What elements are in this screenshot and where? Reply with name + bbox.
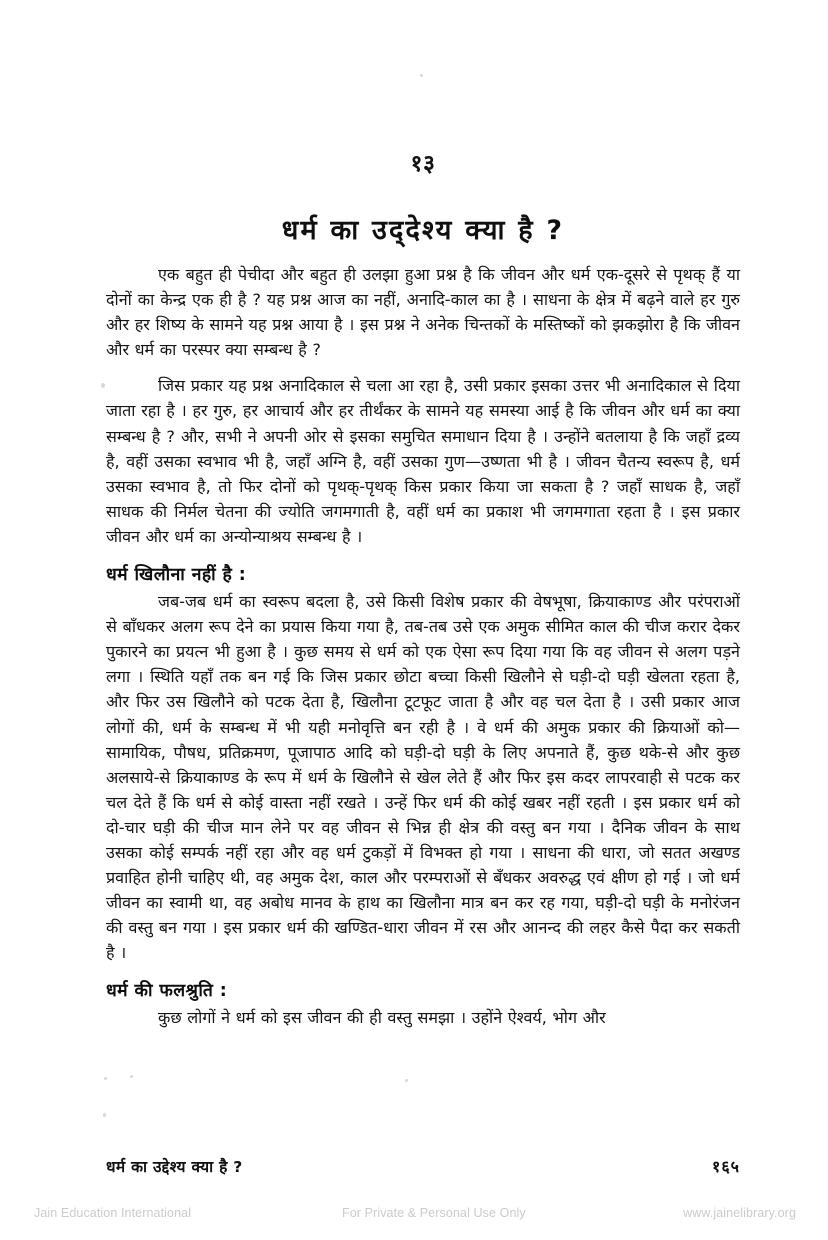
scan-speck xyxy=(130,1075,133,1078)
scan-speck xyxy=(104,1077,107,1080)
watermark-organization: Jain Education International xyxy=(34,1206,192,1220)
paragraph: जिस प्रकार यह प्रश्न अनादिकाल से चला आ रहा है, उसी प्रकार इसका उत्तर भी अनादिकाल से दिया जाता रहा है । हर गुरु, हर आचार्य और हर तीर्थंकर के सामने यह समस्या आई है कि जीवन और धर्म का क्या सम्बन्ध है ? और, सभी ने अपनी ओर से इसका समुचित समाधान दिया है । उन्होंने बतलाया है कि जहाँ द्रव्य है, वहीं उसका स्वभाव भी है, जहाँ अग्नि है, वहीं उसका गुण—उष्णता भी है । जीवन चैतन्य स्वरूप है, धर्म उसका स्वभाव है, तो फिर दोनों को पृथक्-पृथक् किस प्रकार किया जा सकता है ? जहाँ साधक है, जहाँ साधक की निर्मल चेतना की ज्योति जगमगाती है, वहीं धर्म का प्रकाश भी जगमगाता रहता है । इस प्रकार जीवन और धर्म का अन्योन्याश्रय सम्बन्ध है । xyxy=(106,376,740,546)
paragraph: कुछ लोगों ने धर्म को इस जीवन की ही वस्तु समझा । उहोंने ऐश्वर्य, भोग और xyxy=(158,1008,606,1028)
paragraph: जब-जब धर्म का स्वरूप बदला है, उसे किसी विशेष प्रकार की वेषभूषा, क्रियाकाण्ड और परंपराओं से बाँधकर अलग रूप देने का प्रयास किया गया है, तब-तब उसे एक अमुक सीमित काल की चीज करार देकर पुकारने का प्रयत्न भी हुआ है । कुछ समय से धर्म को एक ऐसा रूप दिया गया कि वह जीवन से अलग पड़ने लगा । स्थिति यहाँ तक बन गई कि जिस प्रकार छोटा बच्चा किसी खिलौने से घड़ी-दो घड़ी खेलता रहता है, और फिर उस खिलौने को पटक देता है, खिलौना टूटफूट जाता है और वह चल देता है । उसी प्रकार आज लोगों की, धर्म के सम्बन्ध में भी यही मनोवृत्ति बन रही है । वे धर्म की अमुक प्रकार की क्रियाओं को—सामायिक, पौषध, प्रतिक्रमण, पूजापाठ आदि को घड़ी-दो घड़ी के लिए अपनाते हैं, कुछ थके-से और कुछ अलसाये-से क्रियाकाण्ड के रूप में धर्म के खिलौने से खेल लेते हैं और फिर इस कदर लापरवाही से पटक कर चल देते हैं कि धर्म से कोई वास्ता नहीं रखते । उन्हें फिर धर्म की कोई खबर नहीं रहती । इस प्रकार धर्म को दो-चार घड़ी की चीज मान लेने पर वह जीवन से भिन्न ही क्षेत्र की वस्तु बन गया । दैनिक जीवन के साथ उसका कोई सम्पर्क नहीं रहा और वह धर्म टुकड़ों में विभक्त हो गया । साधना की धारा, जो सतत अखण्ड प्रवाहित होनी चाहिए थी, वह अमुक देश, काल और परम्पराओं से बँधकर अवरुद्ध एवं क्षीण हो गई । जो धर्म जीवन का स्वामी था, वह अबोध मानव के हाथ का खिलौना मात्र बन कर रह गया, घड़ी-दो घड़ी के मनोरंजन की वस्तु बन गया । इस प्रकार धर्म की खण्डित-धारा जीवन में रस और आनन्द की लहर कैसे पैदा कर सकती है । xyxy=(106,592,740,963)
scan-speck xyxy=(101,383,105,388)
section-heading: धर्म खिलौना नहीं है : xyxy=(106,565,247,586)
watermark-usage-notice: For Private & Personal Use Only xyxy=(342,1206,526,1220)
section-heading: धर्म की फलश्रुति : xyxy=(106,981,228,1002)
chapter-number: १३ xyxy=(410,151,436,177)
running-footer-title: धर्म का उद्देश्य क्या है ? xyxy=(106,1158,243,1176)
library-watermark-strip xyxy=(0,1198,828,1240)
watermark-website: www.jainelibrary.org xyxy=(683,1206,796,1220)
scan-speck xyxy=(420,74,423,77)
page-title: धर्म का उद्‌देश्य क्या है ? xyxy=(281,215,565,247)
scan-speck xyxy=(405,1079,408,1082)
paragraph: एक बहुत ही पेचीदा और बहुत ही उलझा हुआ प्रश्न है कि जीवन और धर्म एक-दूसरे से पृथक् हैं या दोनों का केन्द्र एक ही है ? यह प्रश्न आज का नहीं, अनादि-काल का है । साधना के क्षेत्र में बढ़ने वाले हर गुरु और हर शिष्य के सामने यह प्रश्न आया है । इस प्रश्न ने अनेक चिन्तकों के मस्तिष्कों को झकझोरा है कि जीवन और धर्म का परस्पर क्या सम्बन्ध है ? xyxy=(106,265,740,360)
scan-speck xyxy=(103,1113,106,1117)
body-content xyxy=(106,262,740,1042)
page-number: १६५ xyxy=(712,1157,740,1176)
running-footer xyxy=(106,1155,740,1177)
